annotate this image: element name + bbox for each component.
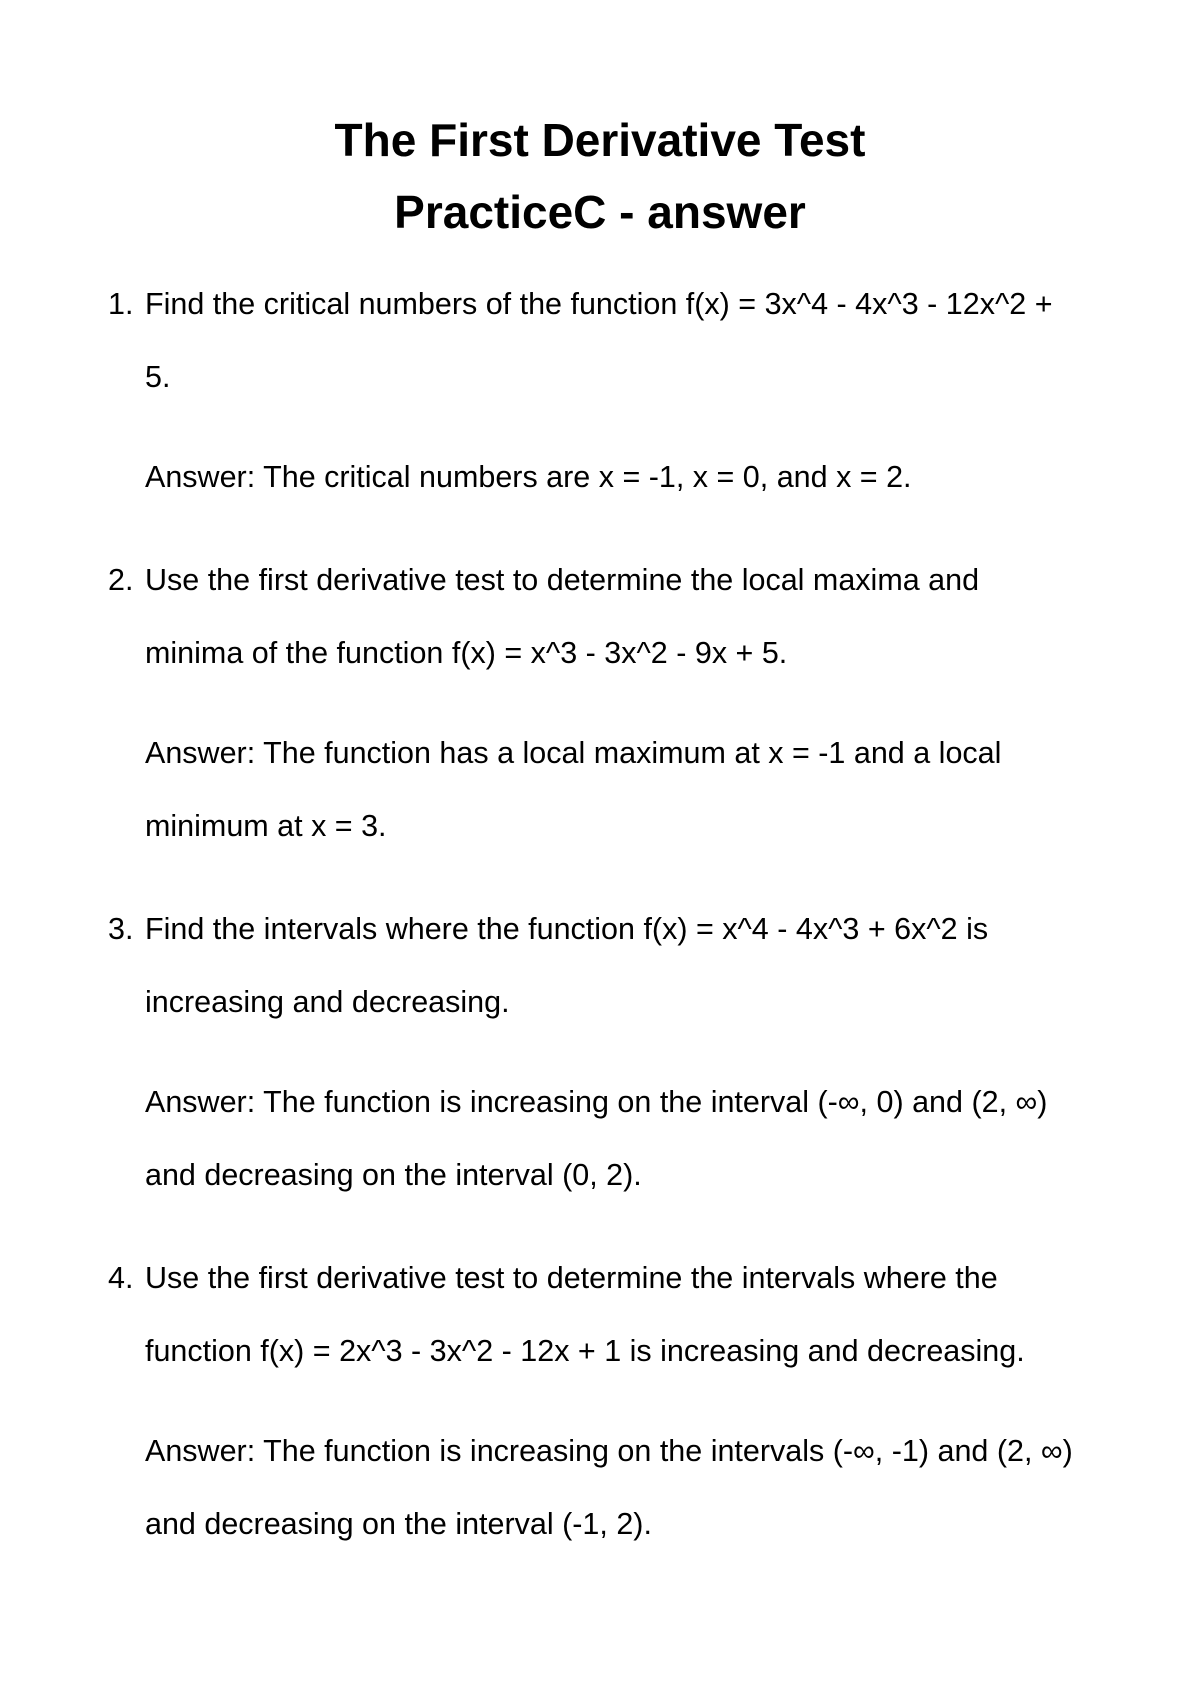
answer-4-line-2: and decreasing on the interval (-1, 2). <box>145 1507 652 1541</box>
question-3 <box>108 893 1168 1212</box>
question-1 <box>108 268 1168 514</box>
question-2-line-1 <box>108 544 1168 617</box>
question-2-number: 2. <box>108 563 134 597</box>
answer-2-line-2: minimum at x = 3. <box>145 809 387 843</box>
title-line-2: PracticeC - answer <box>394 186 806 238</box>
question-3-line-1 <box>108 893 1168 966</box>
title-line-1: The First Derivative Test <box>334 114 866 166</box>
question-2 <box>108 544 1168 863</box>
answer-4-line-1: Answer: The function is increasing on the intervals (-∞, -1) and (2, ∞) <box>145 1434 1073 1468</box>
question-4-text-line-1: Use the first derivative test to determine the intervals where the <box>145 1261 998 1295</box>
question-4 <box>108 1242 1168 1561</box>
question-1-text-line-2: 5. <box>145 360 171 394</box>
question-3-text-line-2: increasing and decreasing. <box>145 985 510 1019</box>
question-4-line-1 <box>108 1242 1168 1315</box>
answer-2-line-1: Answer: The function has a local maximum at x = -1 and a local <box>145 736 1002 770</box>
question-2-text-line-2: minima of the function f(x) = x^3 - 3x^2 - 9x + 5. <box>145 636 788 670</box>
document-title <box>0 104 1200 248</box>
question-1-number: 1. <box>108 287 134 321</box>
question-1-text-line-1: Find the critical numbers of the function f(x) = 3x^4 - 4x^3 - 12x^2 + <box>145 287 1053 321</box>
question-3-number: 3. <box>108 912 134 946</box>
question-1-line-1 <box>108 268 1168 341</box>
answer-3-line-2: and decreasing on the interval (0, 2). <box>145 1158 642 1192</box>
answer-1-line-1: Answer: The critical numbers are x = -1, x = 0, and x = 2. <box>145 460 912 494</box>
answer-3-line-1: Answer: The function is increasing on the interval (-∞, 0) and (2, ∞) <box>145 1085 1048 1119</box>
question-4-text-line-2: function f(x) = 2x^3 - 3x^2 - 12x + 1 is increasing and decreasing. <box>145 1334 1025 1368</box>
question-2-text-line-1: Use the first derivative test to determine the local maxima and <box>145 563 980 597</box>
question-3-text-line-1: Find the intervals where the function f(x) = x^4 - 4x^3 + 6x^2 is <box>145 912 989 946</box>
question-4-number: 4. <box>108 1261 134 1295</box>
